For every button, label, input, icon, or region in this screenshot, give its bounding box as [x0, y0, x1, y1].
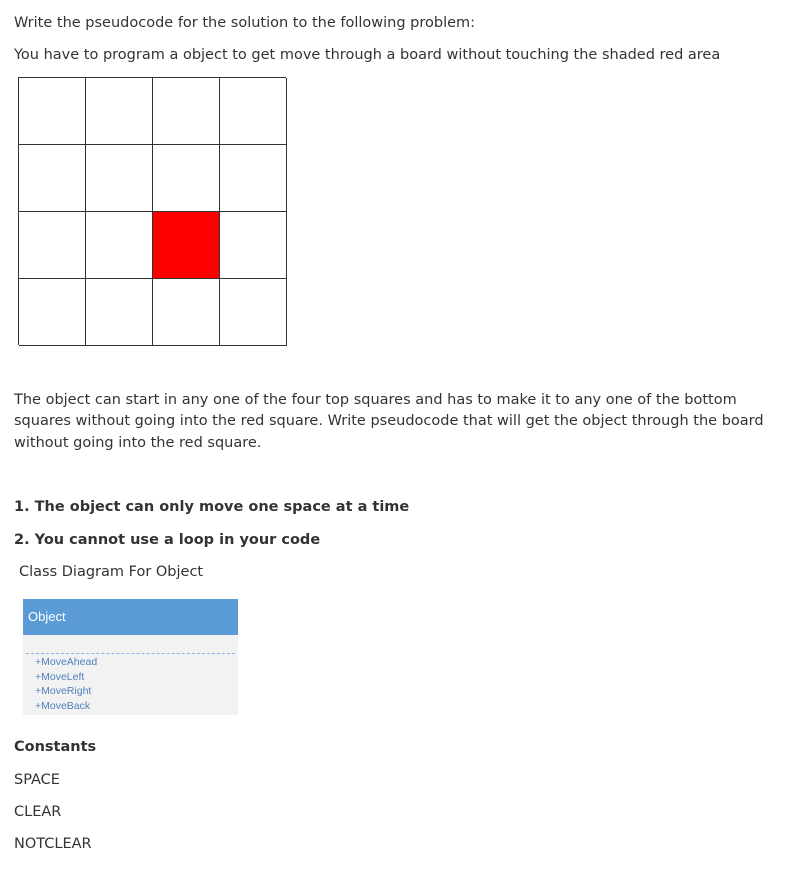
- constant-space: SPACE: [14, 772, 60, 788]
- board-cell: [153, 279, 220, 346]
- class-methods: [35, 655, 97, 713]
- constants-heading: Constants: [14, 739, 97, 755]
- board-cell: [19, 145, 86, 212]
- board-cell: [153, 78, 220, 145]
- class-name: Object: [23, 599, 238, 635]
- method-move-left: +MoveLeft: [35, 670, 85, 683]
- rule-2: 2. You cannot use a loop in your code: [14, 532, 321, 548]
- board-cell: [19, 279, 86, 346]
- board-cell: [220, 279, 287, 346]
- intro-text: Write the pseudocode for the solution to the following problem:: [14, 15, 476, 31]
- board-cell: [86, 212, 153, 279]
- rule-1: 1. The object can only move one space at a time: [14, 499, 410, 515]
- class-divider: [26, 653, 235, 654]
- red-cell: [153, 212, 220, 279]
- board-cell: [86, 78, 153, 145]
- board-cell: [220, 78, 287, 145]
- board-cell: [86, 145, 153, 212]
- method-move-ahead: +MoveAhead: [35, 656, 98, 668]
- method-move-back: +MoveBack: [35, 699, 91, 712]
- problem-text: You have to program a object to get move through a board without touching the shaded red area: [14, 47, 721, 63]
- method-move-right: +MoveRight: [35, 685, 92, 697]
- board-cell: [19, 212, 86, 279]
- board-cell: [220, 145, 287, 212]
- description-line: squares without going into the red square. Write pseudocode that will get the object through the board: [14, 413, 764, 429]
- board-cell: [153, 145, 220, 212]
- game-board: [18, 77, 286, 345]
- board-cell: [19, 78, 86, 145]
- description-line: The object can start in any one of the four top squares and has to make it to any one of the bottom: [14, 392, 737, 408]
- class-diagram-caption: Class Diagram For Object: [19, 564, 204, 580]
- constant-notclear: NOTCLEAR: [14, 836, 92, 852]
- board-cell: [220, 212, 287, 279]
- constant-clear: CLEAR: [14, 804, 62, 820]
- description-line: without going into the red square.: [14, 435, 262, 451]
- class-diagram: [23, 599, 238, 715]
- board-cell: [86, 279, 153, 346]
